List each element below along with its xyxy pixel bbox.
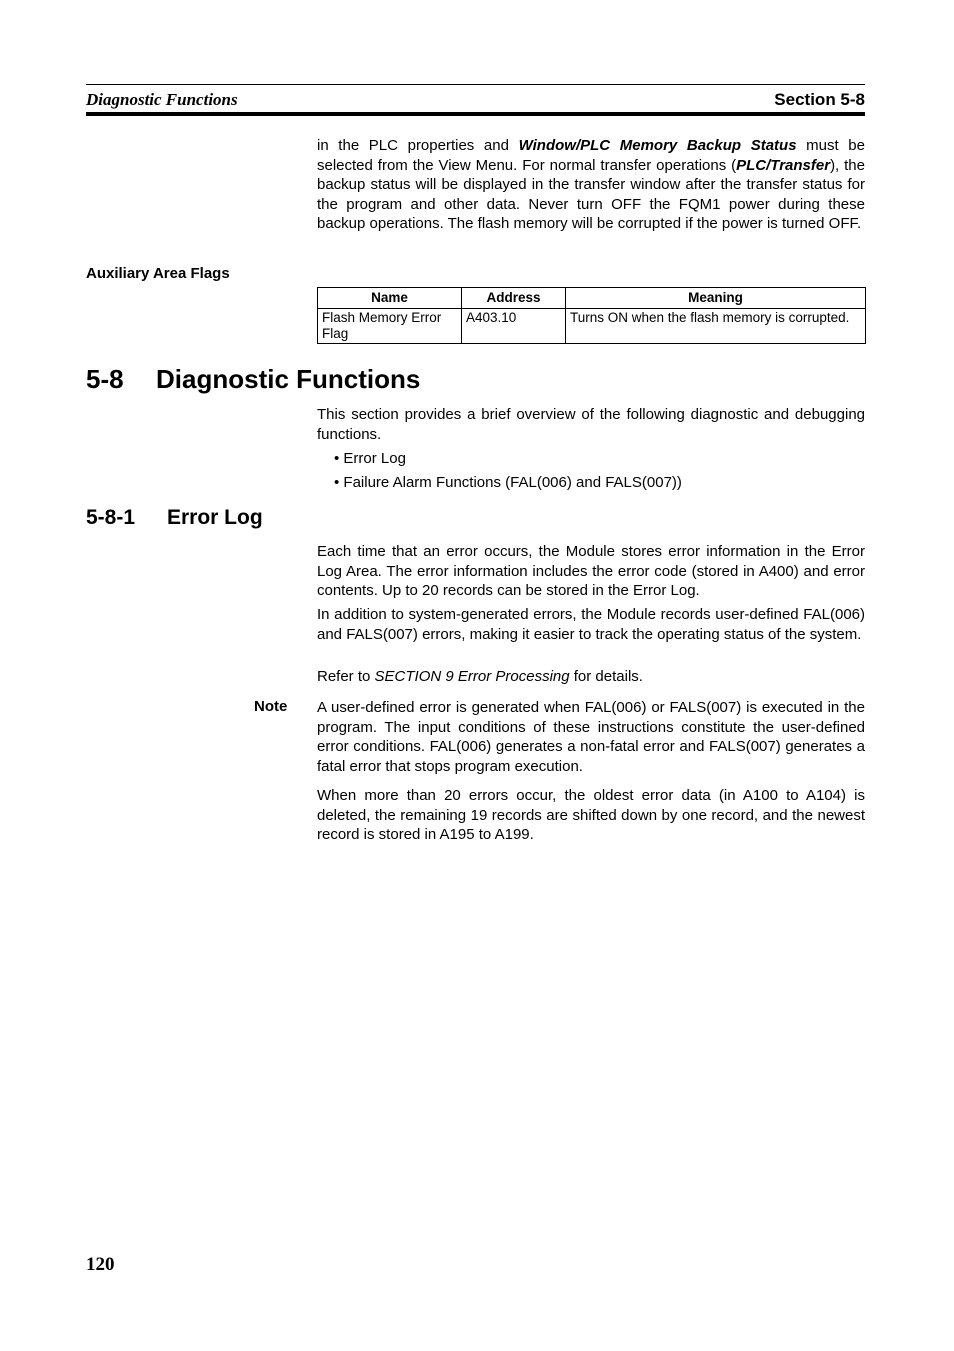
cell-meaning: Turns ON when the flash memory is corrupted. [566,309,866,344]
col-header-address: Address [462,288,566,309]
cell-address: A403.10 [462,309,566,344]
intro-text-3: ), the backup status will be displayed in the transfer window after the transfer status for the program and other data. Never turn OFF the FQM1 power during these backup operations. The flash memory will be corrupted if the power is turned OFF. [317,156,865,232]
section-reference: SECTION 9 Error Processing [374,668,570,685]
section-intro-paragraph: This section provides a brief overview of the following diagnostic and debugging functions. [317,406,865,443]
intro-text-2: must be selected from the View Menu. For normal transfer operations ( [317,137,865,174]
subsection-heading [86,506,263,530]
error-log-paragraph-2: In addition to system-generated errors, the Module records user-defined FAL(006) and FALS(007) errors, making it easier to track the operating status of the system. [317,606,865,643]
intro-paragraph [317,136,865,234]
intro-emphasis-backup-status: Window/PLC Memory Backup Status [518,137,797,154]
section-title: Diagnostic Functions [156,364,421,394]
aux-flags-table [317,287,866,344]
aux-area-flags-heading: Auxiliary Area Flags [86,265,230,282]
error-log-paragraph-4: When more than 20 errors occur, the oldest error data (in A100 to A104) is deleted, the remaining 19 records are shifted down by one record, and the newest record is stored in A195 to A199. [317,787,865,843]
section-heading [86,364,420,395]
subsection-number: 5-8-1 [86,506,136,529]
running-header-title: Diagnostic Functions [86,90,238,109]
list-item: • Error Log [334,450,406,467]
note-paragraph: A user-defined error is generated when FAL(006) or FALS(007) is executed in the program. The input conditions of these instructions constitute the user-defined error conditions. FAL(006) generates a non-fatal error and FALS(007) generates a fatal error that stops program execution. [317,699,865,775]
page-number: 120 [86,1254,115,1275]
header-bottom-rule [86,112,865,116]
refer-text: Refer to [317,668,375,685]
note-label: Note [254,698,288,715]
col-header-name: Name [318,288,462,309]
refer-text-end: for details. [569,668,643,685]
table-row [318,309,866,344]
subsection-title: Error Log [167,506,263,529]
header-top-rule [86,84,865,85]
section-number: 5-8 [86,364,124,394]
bullet-failure-alarm: Failure Alarm Functions (FAL(006) and FALS(007)) [343,474,682,491]
bullet-error-log: Error Log [343,450,406,467]
intro-text-1: in the PLC properties and [317,137,519,154]
running-header-section: Section 5-8 [774,90,865,109]
col-header-meaning: Meaning [566,288,866,309]
table-header-row [318,288,866,309]
error-log-paragraph-1: Each time that an error occurs, the Module stores error information in the Error Log Area. The error information includes the error code (stored in A400) and error contents. Up to 20 records can be stored in the Error Log. [317,543,865,599]
list-item: • Failure Alarm Functions (FAL(006) and FALS(007)) [334,474,682,491]
error-log-paragraph-3 [317,667,865,687]
cell-name: Flash Memory Error Flag [318,309,462,344]
intro-emphasis-plc-transfer: PLC/Transfer [736,156,831,174]
